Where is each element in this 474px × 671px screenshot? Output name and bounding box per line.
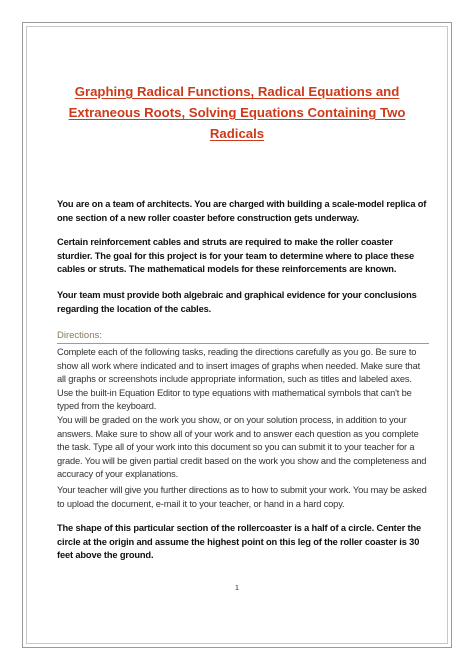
intro-paragraph: You are on a team of architects. You are charged with building a scale-model replica of one section of a new roller coaster before construction gets underway. (57, 199, 427, 223)
directions-heading: Directions: (57, 330, 429, 344)
evidence-paragraph: Your team must provide both algebraic and graphical evidence for your conclusions regarding the location of the cables. (57, 290, 417, 314)
directions-graded-paragraph: You will be graded on the work you show, or on your solution process, in addition to your answers. Make sure to show all of your work and to answer each question as you complete the task. Type all of your work into this document so you can submit it to your teacher for a grade. You will be given partial credit based on the work you show and the completeness and accuracy of your explanations. (57, 415, 427, 480)
page-number: 1 (234, 583, 240, 592)
reinforcement-paragraph: Certain reinforcement cables and struts are required to make the roller coaster sturdier. The goal for this project is for your team to determine where to place these cables or struts. The mathematical models for these reinforcements are known. (57, 237, 414, 275)
directions-submit-paragraph: Your teacher will give you further directions as to how to submit your work. You may be asked to upload the document, e-mail it to your teacher, or hand in a hard copy. (57, 485, 427, 509)
directions-complete-paragraph: Complete each of the following tasks, reading the directions carefully as you go. Be sure to show all work where indicated and to insert images of graphs when needed. Make sure that all graphs or screenshots include appropriate information, such as titles and labeled axes. Use the built-in Equation Editor to type equations with mathematical symbols that can't be typed from the keyboard. (57, 347, 421, 412)
shape-statement-paragraph: The shape of this particular section of the rollercoaster is a half of a circle. Center the circle at the origin and assume the highest point on this leg of the roller coaster is 30 feet above the ground. (57, 523, 422, 561)
document-title: Graphing Radical Functions, Radical Equations and Extraneous Roots, Solving Equations Containing Two Radicals (68, 84, 406, 141)
